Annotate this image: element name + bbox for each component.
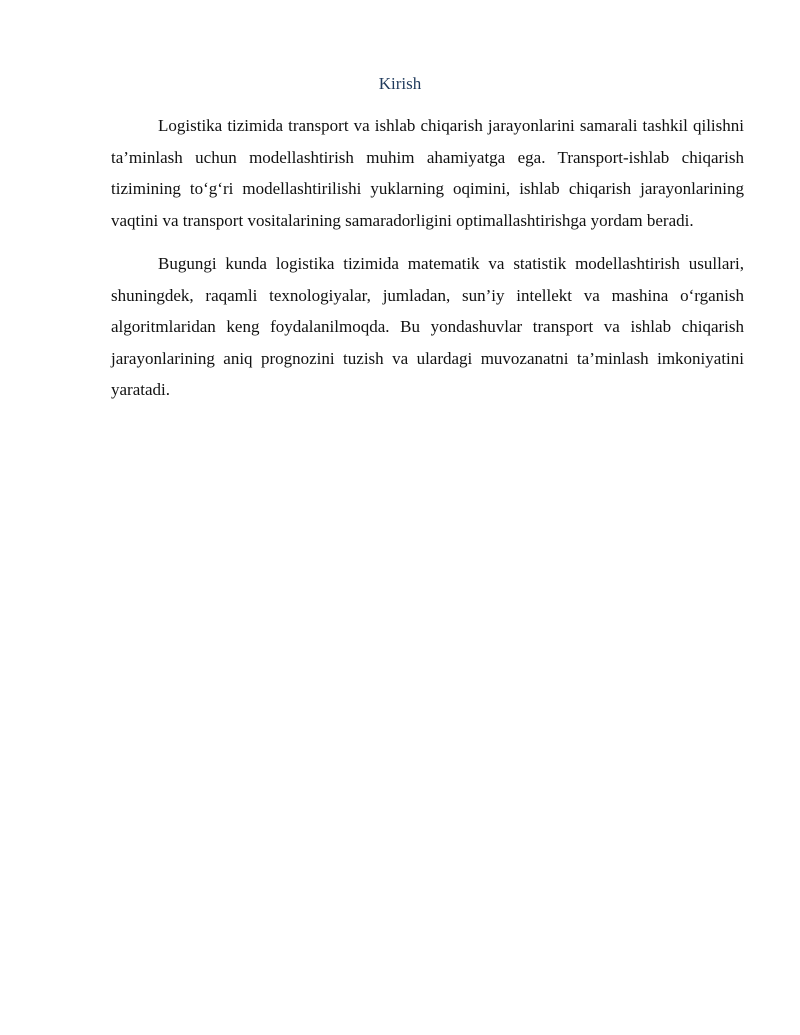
- section-title: Kirish: [378, 74, 422, 93]
- paragraph-2: Bugungi kunda logistika tizimida matematik va statistik modellashtirish usullari, shuningdek, raqamli texnologiyalar, jumladan, sun’iy intellekt va mashina o‘rganish algoritmlaridan keng foydalanilmoqda. Bu yondashuvlar transport va ishlab chiqarish jarayonlarining aniq prognozini tuzish va ulardagi muvozanatni ta’minlash imkoniyatini yaratadi.: [111, 254, 744, 399]
- paragraph-1: Logistika tizimida transport va ishlab chiqarish jarayonlarini samarali tashkil qilishni ta’minlash uchun modellashtirish muhim ahamiyatga ega. Transport-ishlab chiqarish tizimining to‘g‘ri modellashtirilishi yuklarning oqimini, ishlab chiqarish jarayonlarining vaqtini va transport vositalarining samaradorligini optimallashtirishga yordam beradi.: [111, 116, 744, 230]
- body-text: [111, 110, 744, 418]
